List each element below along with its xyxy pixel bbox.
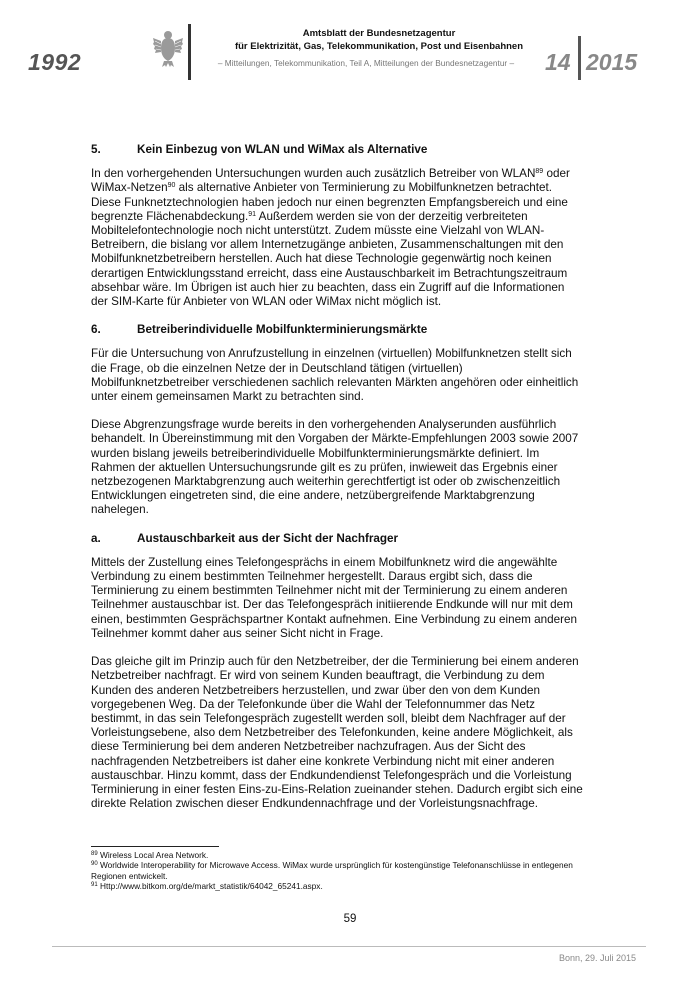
issue-year: 2015	[586, 49, 638, 75]
section-heading: a. Austauschbarkeit aus der Sicht der Nachfrager	[91, 531, 399, 545]
document-body	[91, 143, 583, 825]
gazette-title: Amtsblatt der Bundesnetzagentur für Elektrizität, Gas, Telekommunikation, Post und Eisenbahnen	[234, 28, 524, 52]
section-heading: 5. Kein Einbezug von WLAN und WiMax als Alternative	[91, 143, 428, 156]
header-divider	[188, 24, 191, 80]
paragraph: Diese Abgrenzungsfrage wurde bereits in den vorhergehenden Analyserunden ausführlich behandelt. In Übereinstimmung mit den Vorgaben der Märkte-Empfehlungen 2003 sowie 2007 wurden bislang jeweils betreiberindividuelle Mobilfunkterminierungsmärkte definiert. Im Rahmen der aktuellen Untersuchungsrunde gilt es zu prüfen, inwieweit das Ergebnis einer netzbezogenen Marktabgrenzung auch weiterhin gerechtfertigt ist oder ob zwischenzeitlich Entwicklungen eingetreten sind, die eine andere, netzübergreifende Marktabgrenzung nahelegen.	[91, 418, 579, 517]
footer-divider	[52, 946, 646, 947]
page-label: 1992	[28, 49, 82, 75]
paragraph: Für die Untersuchung von Anrufzustellung in einzelnen (virtuellen) Mobilfunknetzen stellt sich die Frage, ob die einzelnen Netze der in Deutschland tätigen (virtuellen) Mobilfunknetzbetreiber verschiedenen sachlich relevanten Märkten angehören oder einheitlich unter einem gemeinsamen Markt zu betrachten sind.	[91, 347, 579, 404]
footnote[interactable]: $^{91}$ Http://www.bitkom.org/de/markt_statistik/64042_65241.aspx.	[91, 881, 323, 892]
footnote-divider	[91, 846, 219, 847]
gazette-subtitle: – Mitteilungen, Telekommunikation, Teil A, Mitteilungen der Bundesnetzagentur –	[217, 58, 515, 68]
footnote-ref[interactable]: 89	[535, 168, 544, 176]
footnote-ref[interactable]: 90	[167, 182, 176, 190]
paragraph: Das gleiche gilt im Prinzip auch für den Netzbetreiber, der die Terminierung bei einem anderen Netzbetreiber nachfragt. Er wird von seinem Kunden beauftragt, die Verbindung zu dem Kunden des anderen Netzbetreibers herzustellen, und zwar über den von dem Kunden vorgegebenen Weg. Da der Telefonkunde über die Wahl der Telefonnummer das Netz bestimmt, in das sein Telefongespräch zugestellt werden soll, bleibt dem Nachfrager auf der Vorleistungsebene, also dem Netzbetreiber des Telefonkunden, keine andere Möglichkeit, als diese Terminierung bei dem anderen Netzbetreiber nachzufragen. Aus der Sicht des nachfragenden Netzbetreibers ist daher eine konkrete Verbindung nicht mit einer anderen austauschbar. Hinzu kommt, dass der Endkundendienst Telefongespräch und die Vorleistung Terminierung in einer festen Eins-zu-Eins-Relation zueinander stehen. Dadurch ergibt sich eine direkte Relation zwischen dieser Endkundennachfrage und der Vorleistungsnachfrage.	[91, 655, 583, 811]
page-number: 59	[343, 913, 357, 925]
footnote: $^{89}$ Wireless Local Area Network.	[91, 850, 209, 860]
paragraph: In den vorhergehenden Untersuchungen wurden auch zusätzlich Betreiber von WLAN$^{89}$ oder WiMax-Netzen$^{90}$ als alternative Anbieter von Terminierung zu Mobilfunknetzen betrachtet. Diese Funknetztechnologien haben jedoch nur einen begrenzten Empfangsbereich und eine begrenzte Flächenabdeckung.$^{91}$ Außerdem werden sie von der derzeitig verbreiteten Mobiltelefontechnologie noch nicht unterstützt. Zudem müsste eine Vielzahl von WLAN-Betreibern, die bislang vor allem Internetzugänge anbieten, Zusammenschaltungen mit den Mobilfunknetzbetreibern herstellen. Auch hat diese Technologie gegenwärtig noch keinen derartigen Entwicklungsstand erreicht, dass eine Austauschbarkeit im Betrachtungszeitraum absehbar wäre. Im Übrigen ist auch hier zu beachten, dass ein Zugriff auf die Informationen der SIM-Karte für Anbieter von WLAN oder WiMax nicht möglich ist.	[91, 167, 570, 309]
footnote-ref[interactable]: 91	[248, 210, 257, 218]
section-heading: 6. Betreiberindividuelle Mobilfunkterminierungsmärkte	[91, 323, 428, 337]
issue-number: 14	[545, 49, 571, 75]
paragraph: Mittels der Zustellung eines Telefongesprächs in einem Mobilfunknetz wird die angewählte Verbindung zu einem bestimmten Teilnehmer hergestellt. Daraus ergibt sich, dass die Terminierung zu einem bestimmten Teilnehmer nicht mit der Terminierung zu einem anderen Teilnehmer austauschbar ist. Der das Telefongespräch initiierende Endkunde will nur mit dem einen, bestimmten Gesprächspartner Kontakt aufnehmen. Eine Verbindung zu einem anderen Teilnehmer kommt daher aus seiner Sicht nicht in Frage.	[91, 555, 577, 640]
issue-divider	[578, 36, 581, 80]
federal-eagle-icon	[152, 28, 184, 68]
footnotes	[91, 850, 583, 892]
footer-date: Bonn, 29. Juli 2015	[558, 953, 636, 963]
footnote: $^{90}$ Worldwide Interoperability for Microwave Access. WiMax wurde ursprünglich für kostengünstige Telefonanschlüsse in entlegenen Regionen entwickelt.	[91, 860, 573, 881]
